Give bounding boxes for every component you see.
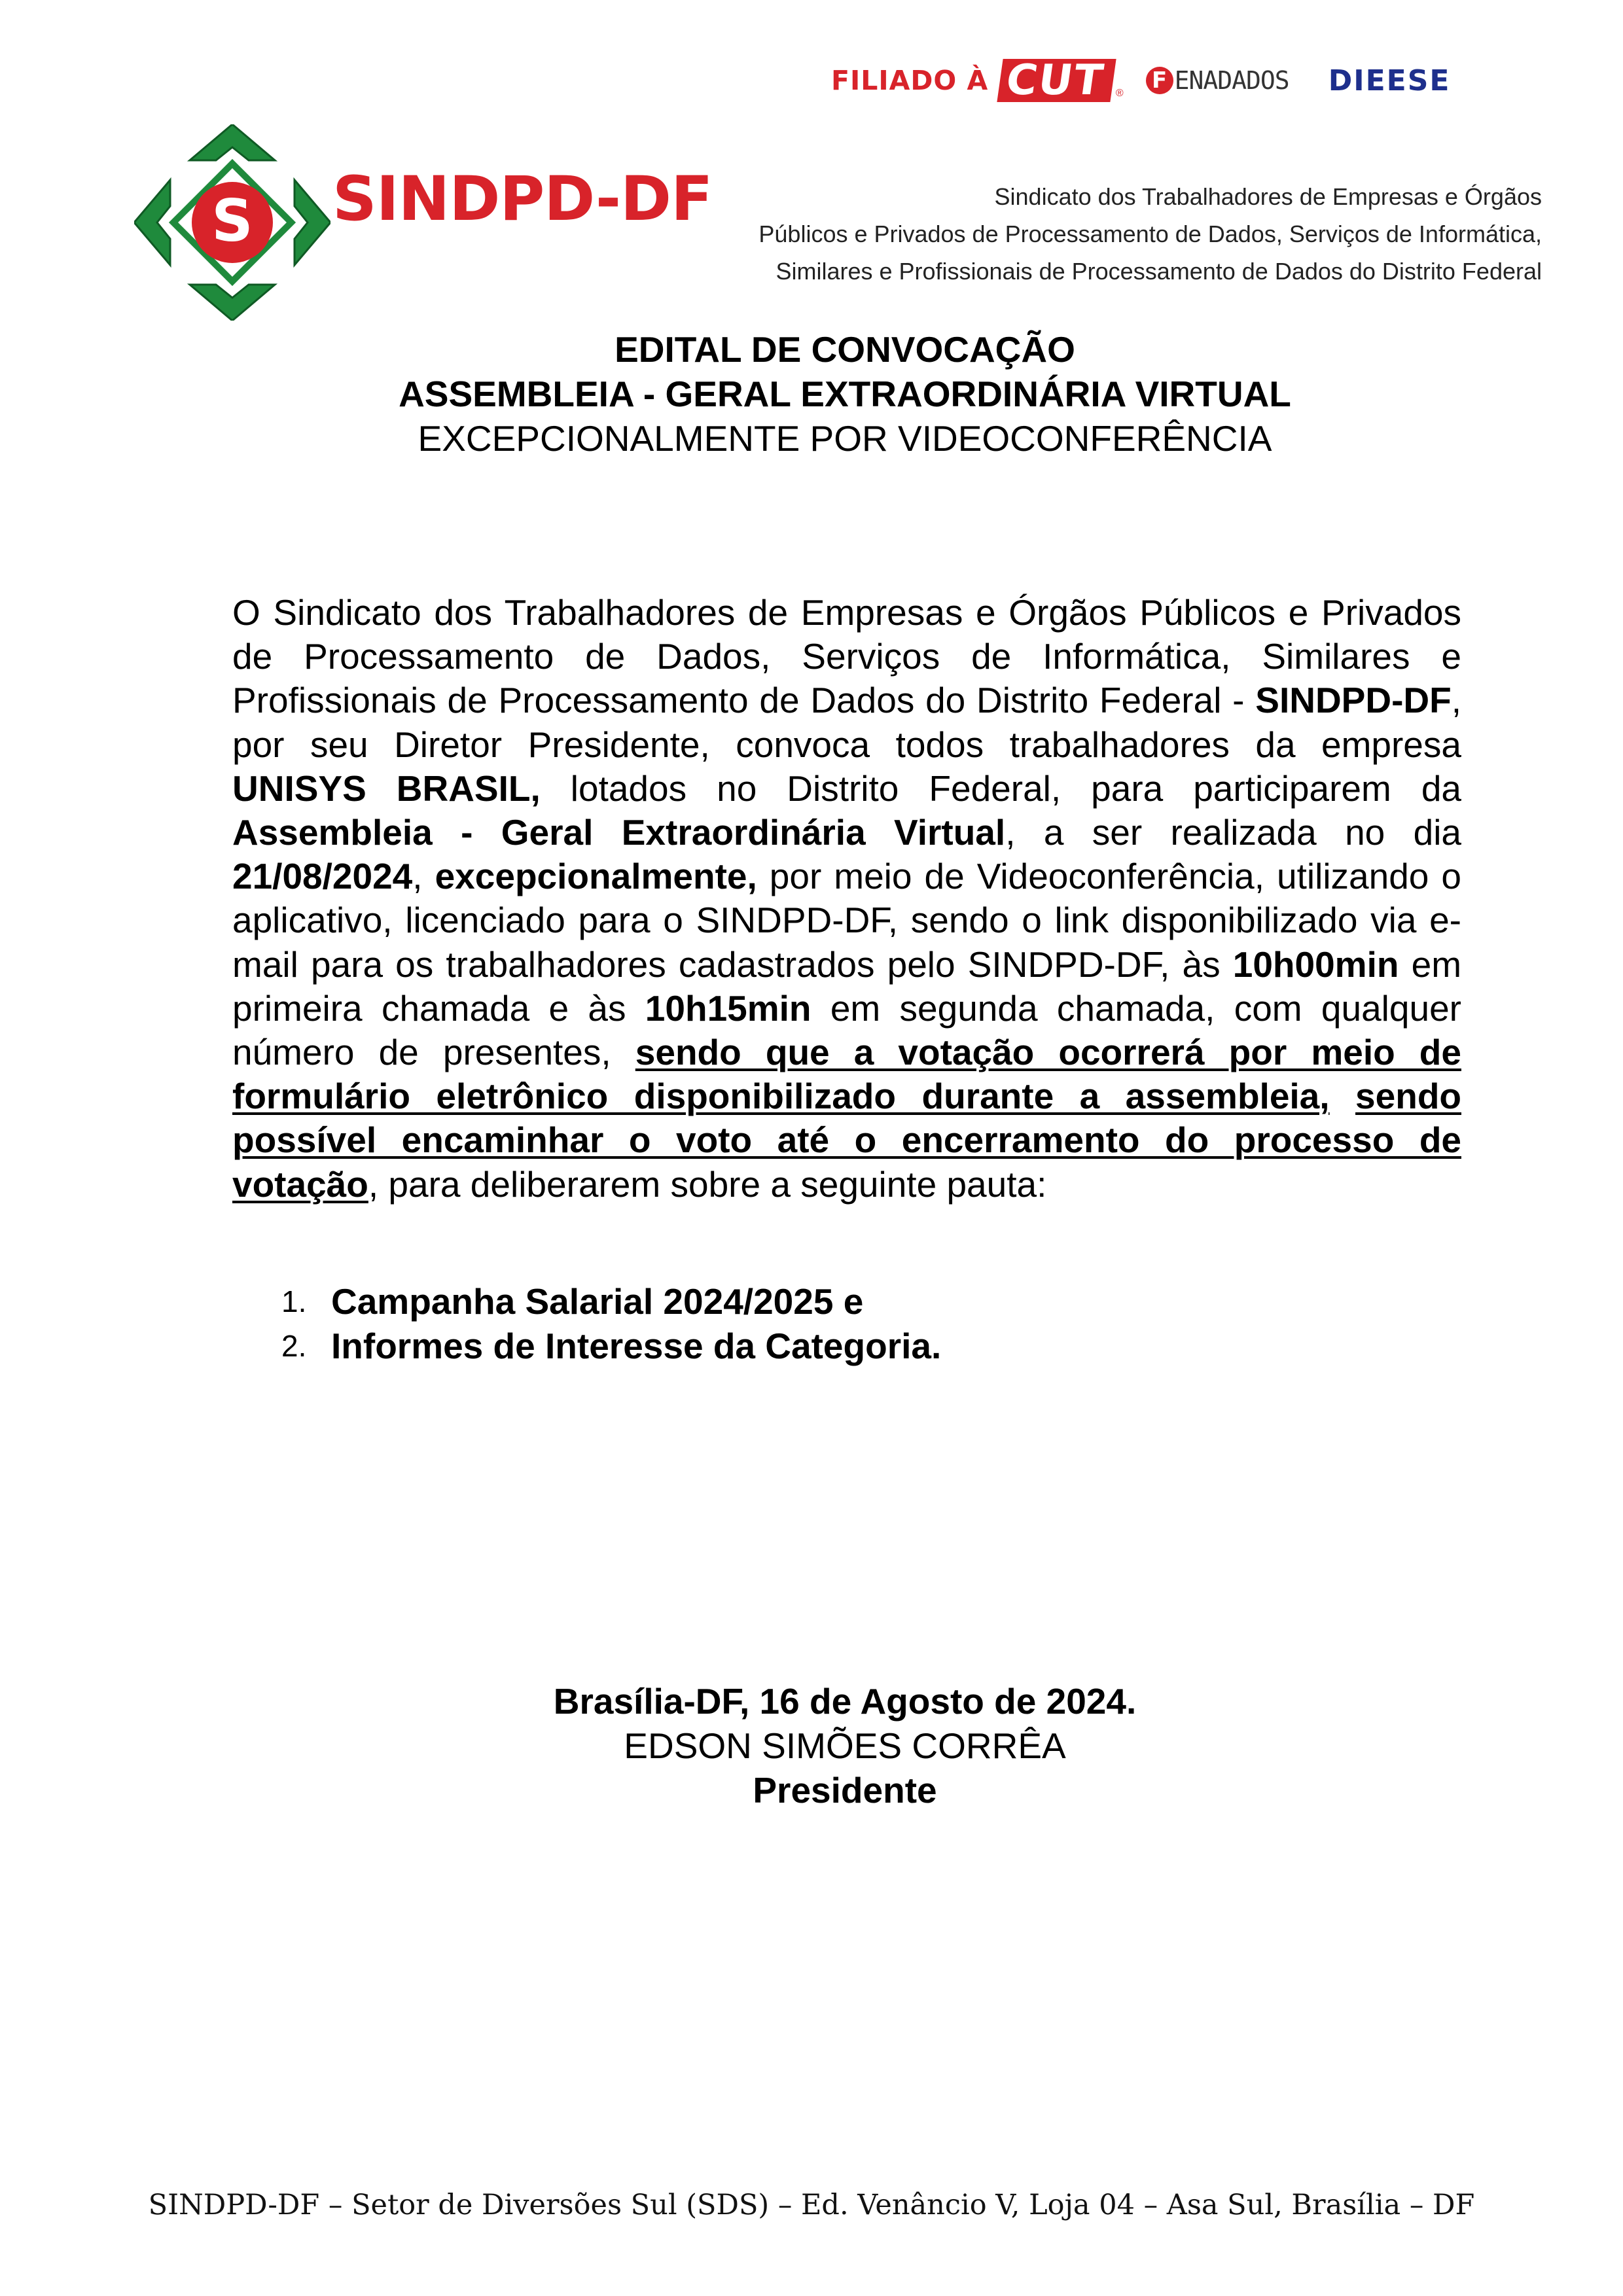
body-text: em primeira chamada e às [232, 944, 1462, 1029]
agenda-item-text: Informes de Interesse da Categoria. [331, 1326, 942, 1366]
body-text: lotados no Distrito Federal, para participarem da [540, 768, 1461, 809]
registered-mark: ® [1115, 88, 1124, 99]
agenda-item-number: 1. [281, 1284, 307, 1318]
signatory-name: EDSON SIMÕES CORRÊA [624, 1725, 1066, 1766]
body-text: O Sindicato dos Trabalhadores de Empresas e Órgãos Públicos e Privados de Processamento de Dados, Serviços de Informática, Similares e Profissionais de Processamento de Dados do Distrito Federal - [232, 592, 1461, 721]
first-call-time: 10h00min [1232, 944, 1399, 985]
logo-letter: S [211, 187, 253, 255]
fenadados-logo [1146, 66, 1289, 95]
document-title: EDITAL DE CONVOCAÇÃO [615, 329, 1075, 370]
body-text: , a ser realizada no dia [1005, 812, 1462, 853]
union-full-name [758, 178, 1542, 290]
assembly-date: 21/08/2024 [232, 856, 413, 897]
agenda-item-text: Campanha Salarial 2024/2025 e [331, 1281, 864, 1322]
assembly-name: Assembleia - Geral Extraordinária Virtual [232, 812, 1006, 853]
place-and-date: Brasília-DF, 16 de Agosto de 2024. [553, 1681, 1137, 1722]
body-text: , por seu Diretor Presidente, convoca todos trabalhadores da empresa [232, 680, 1461, 765]
exceptionally-text: excepcionalmente, [435, 856, 757, 897]
document-subtitle: ASSEMBLEIA - GERAL EXTRAORDINÁRIA VIRTUAL [399, 374, 1291, 414]
union-line: Sindicato dos Trabalhadores de Empresas e Órgãos [994, 183, 1542, 210]
agenda-item [281, 1279, 941, 1324]
agenda-list [281, 1279, 941, 1368]
second-call-time: 10h15min [645, 987, 812, 1029]
company-name: UNISYS BRASIL, [232, 768, 541, 809]
body-text: por meio de Videoconferência, utilizando o aplicativo, licenciado para o SINDPD-DF, sendo o link disponibilizado via e-mail para os trabalhadores cadastrados pelo SINDPD-DF, às [232, 856, 1462, 985]
fenadados-mark: F [1146, 67, 1173, 94]
fenadados-text: ENADADOS [1174, 66, 1289, 95]
agenda-item [281, 1324, 941, 1368]
body-text: , para deliberarem sobre a seguinte pauta: [368, 1163, 1047, 1205]
body-text [1330, 1076, 1355, 1116]
affiliations-bar [831, 51, 1450, 110]
voting-deadline-text: sendo possível encaminhar o voto até o encerramento do processo de votação [232, 1076, 1462, 1205]
dieese-logo: DIEESE [1328, 63, 1451, 97]
org-name: SINDPD-DF [1255, 680, 1452, 721]
cut-logo: CUT [997, 59, 1116, 102]
union-line: Similares e Profissionais de Processamento de Dados do Distrito Federal [776, 258, 1542, 285]
footer-address: SINDPD-DF – Setor de Diversões Sul (SDS) – Ed. Venâncio V, Loja 04 – Asa Sul, Brasília – DF [148, 2189, 1475, 2221]
voting-method-text: sendo que a votação ocorrerá por meio de formulário eletrônico disponibilizado durante a assembleia, [232, 1032, 1461, 1117]
union-line: Públicos e Privados de Processamento de Dados, Serviços de Informática, [758, 221, 1542, 247]
brand-name: SINDPD-DF [332, 164, 713, 235]
sindpd-logo-icon [134, 124, 330, 321]
body-text: em segunda chamada, com qualquer número de presentes, [232, 987, 1461, 1073]
document-subtitle-mode: EXCEPCIONALMENTE POR VIDEOCONFERÊNCIA [418, 418, 1272, 459]
convocation-text [232, 591, 1461, 1207]
filiado-label: FILIADO À [831, 65, 989, 96]
agenda-item-number: 2. [281, 1329, 307, 1363]
body-text: , [412, 856, 435, 897]
signatory-role: Presidente [753, 1770, 937, 1810]
